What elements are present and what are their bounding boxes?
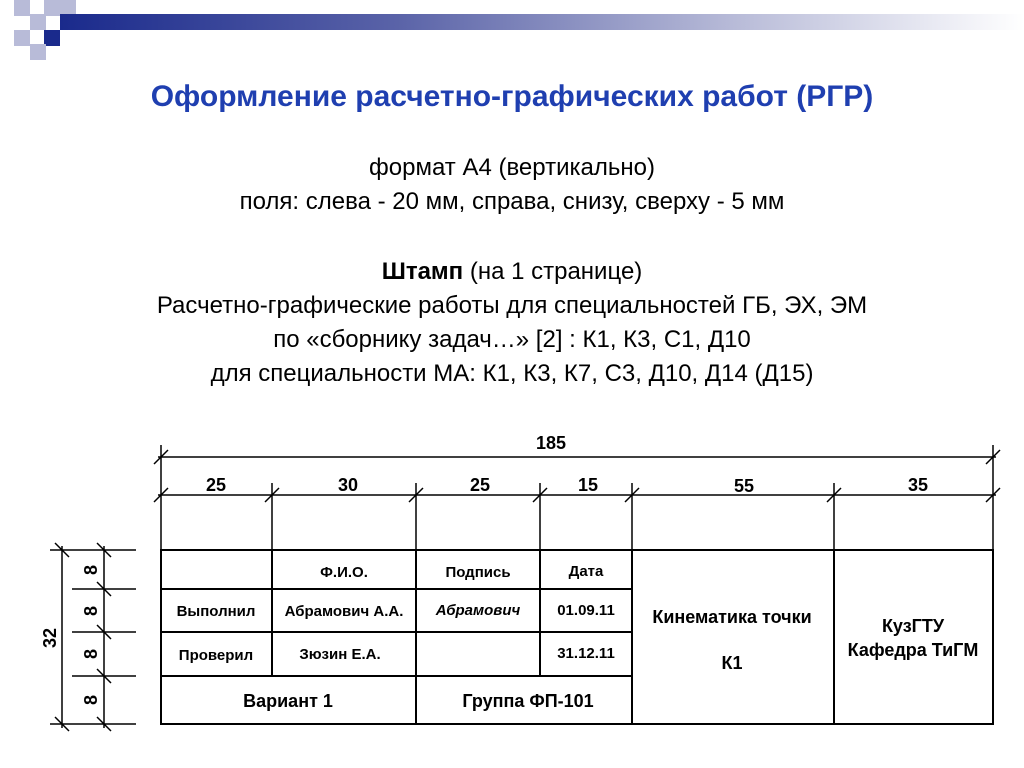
decor-square [30,14,46,30]
variant-cell: Вариант 1 [243,691,333,711]
dim-col-2: 30 [337,475,359,495]
decor-square [44,30,60,46]
header-date: Дата [568,563,604,580]
dim-total-width: 185 [535,433,567,453]
header-signature: Подпись [445,564,511,581]
subject-line-1: Кинематика точки [652,607,812,627]
dim-col-5: 55 [733,476,755,496]
subject-line-2: К1 [721,653,743,673]
dim-col-1: 25 [205,475,227,495]
decor-square [14,0,30,16]
dim-row-4: 8 [81,694,101,706]
stamp-heading-note: (на 1 странице) [463,258,643,285]
row1-name: Абрамович А.А. [284,603,404,620]
margins-line: поля: слева - 20 мм, справа, снизу, сверху - 5 мм [239,188,785,215]
decor-gradient-bar [60,14,1024,30]
org-line-1: КузГТУ [881,616,945,636]
dim-col-6: 35 [907,475,929,495]
org-line-2: Кафедра ТиГМ [847,640,979,660]
slide-title: Оформление расчетно-графических работ (РГР) [150,80,874,113]
tasks-line: по «сборнику задач…» [2] : К1, К3, С1, Д10 [273,326,751,353]
stamp-heading: Штамп [381,258,464,285]
dim-row-1: 8 [81,564,101,576]
dim-col-4: 15 [577,475,599,495]
dim-row-2: 8 [81,605,101,617]
row1-role: Выполнил [176,603,256,620]
decor-square [30,44,46,60]
format-line: формат А4 (вертикально) [369,154,655,181]
ma-line: для специальности МА: К1, К3, К7, С3, Д10, Д14 (Д15) [210,360,814,387]
header-fio: Ф.И.О. [320,564,368,581]
group-cell: Группа ФП-101 [462,691,594,711]
row2-date: 31.12.11 [557,645,615,662]
row2-name: Зюзин Е.А. [299,646,381,663]
dim-col-3: 25 [469,475,491,495]
stamp-heading-line [0,256,1024,288]
row1-date: 01.09.11 [557,602,615,619]
row1-signature: Абрамович [435,602,521,619]
decor-square [44,0,60,16]
specialties-line: Расчетно-графические работы для специальностей ГБ, ЭХ, ЭМ [156,292,868,319]
dim-total-height: 32 [40,627,60,649]
dim-row-3: 8 [81,648,101,660]
stamp-drawing [0,420,1024,768]
decor-square [14,30,30,46]
row2-role: Проверил [178,647,254,664]
